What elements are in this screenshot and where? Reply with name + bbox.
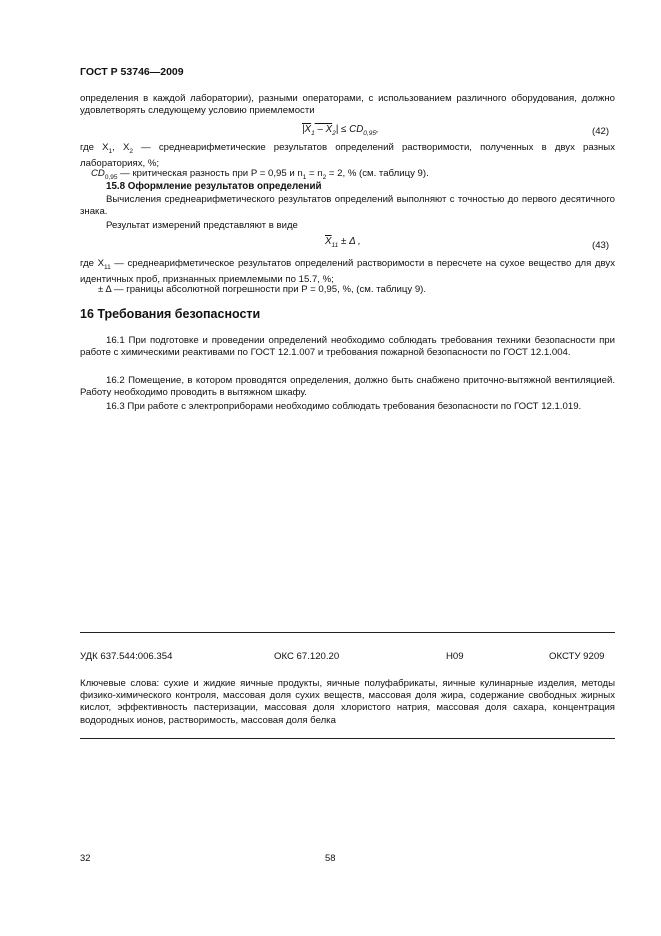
footer-keywords: Ключевые слова: сухие и жидкие яичные продукты, яичные полуфабрикаты, яичные кулинарные изделия, методы физико-химического контроля, массовая доля сухих веществ, массовая доля жира, содержание свободных жирных кислот, эффективность пастеризации, массовая доля хлористого натрия, массовая доля сахара, концентрация водородных ионов, растворимость, массовая доля белка: [80, 678, 615, 726]
def-x-mid: , X: [112, 142, 130, 153]
eq42-sub-b: 2: [332, 129, 336, 137]
equation-43-number: (43): [592, 240, 610, 251]
def-cd-mid: = n: [306, 168, 323, 179]
def-cd-sub-n1: 1: [302, 173, 307, 181]
def-x-sub2: 2: [129, 147, 133, 155]
equation-42: [302, 124, 379, 137]
footer-udk: УДК 637.544:006.354: [80, 651, 173, 662]
footer-code: Н09: [446, 651, 464, 662]
paragraph-16-3: 16.3 При работе с электроприборами необходимо соблюдать требования безопасности по ГОСТ 12.1.019.: [106, 401, 582, 412]
eq43-sub: 11: [331, 241, 339, 249]
def-cd-text: — критическая разность при P = 0,95 и n: [117, 168, 303, 179]
def-cd-sub: 0,95: [104, 173, 118, 181]
eq42-part-d: ,: [375, 124, 379, 135]
rounding-paragraph: Вычисления среднеарифметического результатов определений выполняют с точностью до первого десятичного знака.: [80, 194, 615, 218]
eq42-part-a: |X: [302, 124, 312, 135]
document-header: ГОСТ Р 53746—2009: [80, 66, 184, 78]
paragraph-16-1: 16.1 При подготовке и проведении определений необходимо соблюдать требования техники безопасности при работе с химическими реактивами по ГОСТ 12.1.007 и требования пожарной безопасности по ГОСТ 12.1.004.: [80, 335, 615, 359]
eq42-sub-c: 0,95: [363, 129, 376, 137]
footer-bottom-rule: [80, 738, 615, 739]
page-number-center: 58: [325, 852, 336, 863]
footer-top-rule: [80, 632, 615, 633]
def-x11-lead: где X: [80, 258, 104, 269]
footer-oks: ОКС 67.120.20: [274, 651, 340, 662]
def-x-lead: где X: [80, 142, 109, 153]
intro-paragraph: определения в каждой лаборатории), разными операторами, с использованием различного оборудования, должно удовлетворять следующему условию приемлемости: [80, 93, 615, 117]
def-x11-sub: 11: [103, 263, 111, 271]
eq42-part-b: – X: [314, 124, 333, 135]
def-cd-tail: = 2, % (см. таблицу 9).: [326, 168, 429, 179]
def-x-sub1: 1: [108, 147, 113, 155]
definition-x11: [80, 258, 615, 286]
def-cd-sub-n2: 2: [322, 173, 327, 181]
paragraph-16-2: 16.2 Помещение, в котором проводятся определения, должно быть снабжено приточно-вытяжной вентиляцией. Работу необходимо проводить в вытяжном шкафу.: [80, 375, 615, 399]
footer-okstu: ОКСТУ 9209: [549, 651, 605, 662]
section-16-title: 16 Требования безопасности: [80, 307, 261, 321]
eq43-x: $\overline{X}$: [325, 236, 332, 247]
definition-delta: ± Δ — границы абсолютной погрешности при P = 0,95, %, (см. таблицу 9).: [98, 284, 427, 295]
eq43-tail: ± Δ ,: [338, 236, 361, 247]
def-x11-text: — среднеарифметическое результатов определений растворимости в пересчете на сухое вещество для двух идентичных проб, признанных приемлемыми по 15.7, %;: [80, 258, 615, 286]
definition-x1-x2: [80, 142, 615, 170]
eq42-part-c: | ≤ CD: [335, 124, 364, 135]
def-x-text: — среднеарифметические результатов определений растворимости, полученных в двух разных лабораториях, %;: [80, 142, 615, 170]
equation-43: [325, 236, 361, 249]
section-15-8-title: 15.8 Оформление результатов определений: [106, 181, 322, 192]
result-paragraph: Результат измерений представляют в виде: [106, 220, 298, 231]
page-number-left: 32: [80, 852, 91, 863]
eq42-sub-a: 1: [311, 129, 315, 137]
equation-42-number: (42): [592, 126, 610, 137]
def-cd-lead: CD: [91, 168, 105, 179]
